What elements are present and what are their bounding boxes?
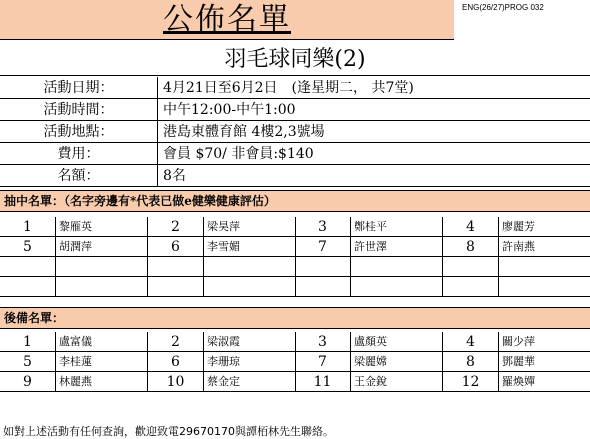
footer-note: 如對上述活動有任何查詢，歡迎致電29670170與譚栢林先生聯絡。 bbox=[3, 425, 334, 438]
entry-number: 8 bbox=[443, 352, 499, 372]
entry-number bbox=[0, 257, 56, 277]
entry-number bbox=[295, 257, 351, 277]
entry-name: 羅煥嬋 bbox=[502, 375, 535, 388]
entry-number: 8 bbox=[443, 237, 499, 257]
page-title: 公佈名單 bbox=[163, 2, 291, 37]
entry-number: 12 bbox=[443, 372, 499, 392]
detail-label: 名額： bbox=[0, 165, 158, 187]
entry-name: 許南燕 bbox=[502, 240, 535, 253]
detail-value: 4月21日至6月2日 (逢星期二， 共7堂) bbox=[163, 80, 414, 96]
table-row bbox=[0, 352, 590, 372]
entry-name: 王金銳 bbox=[351, 372, 443, 392]
entry-number: 5 bbox=[0, 237, 56, 257]
entry-name: 蔡金定 bbox=[204, 372, 296, 392]
entry-number: 2 bbox=[148, 217, 204, 237]
table-row bbox=[0, 237, 590, 257]
detail-row-venue bbox=[0, 121, 590, 143]
detail-row-date bbox=[0, 77, 590, 99]
detail-label: 活動日期： bbox=[0, 77, 158, 99]
entry-name: 林麗燕 bbox=[56, 372, 148, 392]
entry-number bbox=[295, 277, 351, 297]
entry-number: 6 bbox=[148, 352, 204, 372]
entry-number: 1 bbox=[0, 217, 56, 237]
entry-number bbox=[0, 277, 56, 297]
waitlist-section-title: 後備名單： bbox=[0, 307, 590, 329]
entry-name bbox=[499, 277, 590, 297]
detail-value: 會員 $70/ 非會員:$140 bbox=[163, 146, 314, 162]
entry-number: 6 bbox=[148, 237, 204, 257]
entry-name bbox=[204, 277, 296, 297]
table-row bbox=[0, 217, 590, 237]
entry-name bbox=[351, 277, 443, 297]
detail-value: 中午12:00-中午1:00 bbox=[163, 102, 296, 118]
entry-name: 許世澤 bbox=[351, 237, 443, 257]
entry-number: 2 bbox=[148, 332, 204, 352]
detail-row-time bbox=[0, 99, 590, 121]
entry-name: 鄭桂平 bbox=[351, 217, 443, 237]
detail-row-quota bbox=[0, 165, 590, 187]
entry-name: 關少萍 bbox=[502, 335, 535, 348]
entry-name: 梁麗嫦 bbox=[351, 352, 443, 372]
entry-name: 盧富儀 bbox=[56, 332, 148, 352]
detail-label: 活動時間： bbox=[0, 99, 158, 121]
detail-label: 活動地點： bbox=[0, 121, 158, 143]
entry-name: 李珊琼 bbox=[204, 352, 296, 372]
entry-number: 7 bbox=[295, 352, 351, 372]
entry-number: 7 bbox=[295, 237, 351, 257]
detail-value: 港島東體育館 4樓2,3號場 bbox=[163, 124, 325, 140]
entry-name: 梁昊萍 bbox=[204, 217, 296, 237]
title-banner bbox=[0, 0, 454, 40]
entry-name bbox=[56, 257, 148, 277]
entry-number: 1 bbox=[0, 332, 56, 352]
detail-label: 費用： bbox=[0, 143, 158, 165]
entry-name bbox=[351, 257, 443, 277]
entry-name: 盧顏英 bbox=[351, 332, 443, 352]
detail-value: 8名 bbox=[163, 168, 186, 184]
entry-number: 4 bbox=[443, 332, 499, 352]
entry-number bbox=[148, 257, 204, 277]
entry-number: 3 bbox=[295, 217, 351, 237]
entry-name: 梁淑霞 bbox=[204, 332, 296, 352]
detail-row-fee bbox=[0, 143, 590, 165]
entry-number: 5 bbox=[0, 352, 56, 372]
entry-name bbox=[499, 257, 590, 277]
entry-number bbox=[443, 257, 499, 277]
entry-name: 黎雁英 bbox=[56, 217, 148, 237]
table-row bbox=[0, 277, 590, 297]
table-row bbox=[0, 332, 590, 352]
activity-name: 羽毛球同樂(2) bbox=[0, 40, 590, 76]
entry-number: 10 bbox=[148, 372, 204, 392]
selected-section-title: 抽中名單：（名字旁邊有*代表已做e健樂健康評估） bbox=[0, 190, 590, 212]
entry-number: 4 bbox=[443, 217, 499, 237]
entry-number: 11 bbox=[295, 372, 351, 392]
entry-name: 李雪媚 bbox=[204, 237, 296, 257]
entry-name: 胡潤萍 bbox=[56, 237, 148, 257]
entry-name: 廖麗芳 bbox=[502, 220, 535, 233]
entry-number bbox=[148, 277, 204, 297]
entry-number: 9 bbox=[0, 372, 56, 392]
table-row bbox=[0, 257, 590, 277]
table-row bbox=[0, 372, 590, 392]
entry-name: 鄧麗華 bbox=[502, 355, 535, 368]
entry-name bbox=[204, 257, 296, 277]
entry-number bbox=[443, 277, 499, 297]
entry-name: 李桂蓮 bbox=[56, 352, 148, 372]
entry-number: 3 bbox=[295, 332, 351, 352]
entry-name bbox=[56, 277, 148, 297]
document-code: ENG(26/27)PROG 032 bbox=[462, 3, 544, 12]
